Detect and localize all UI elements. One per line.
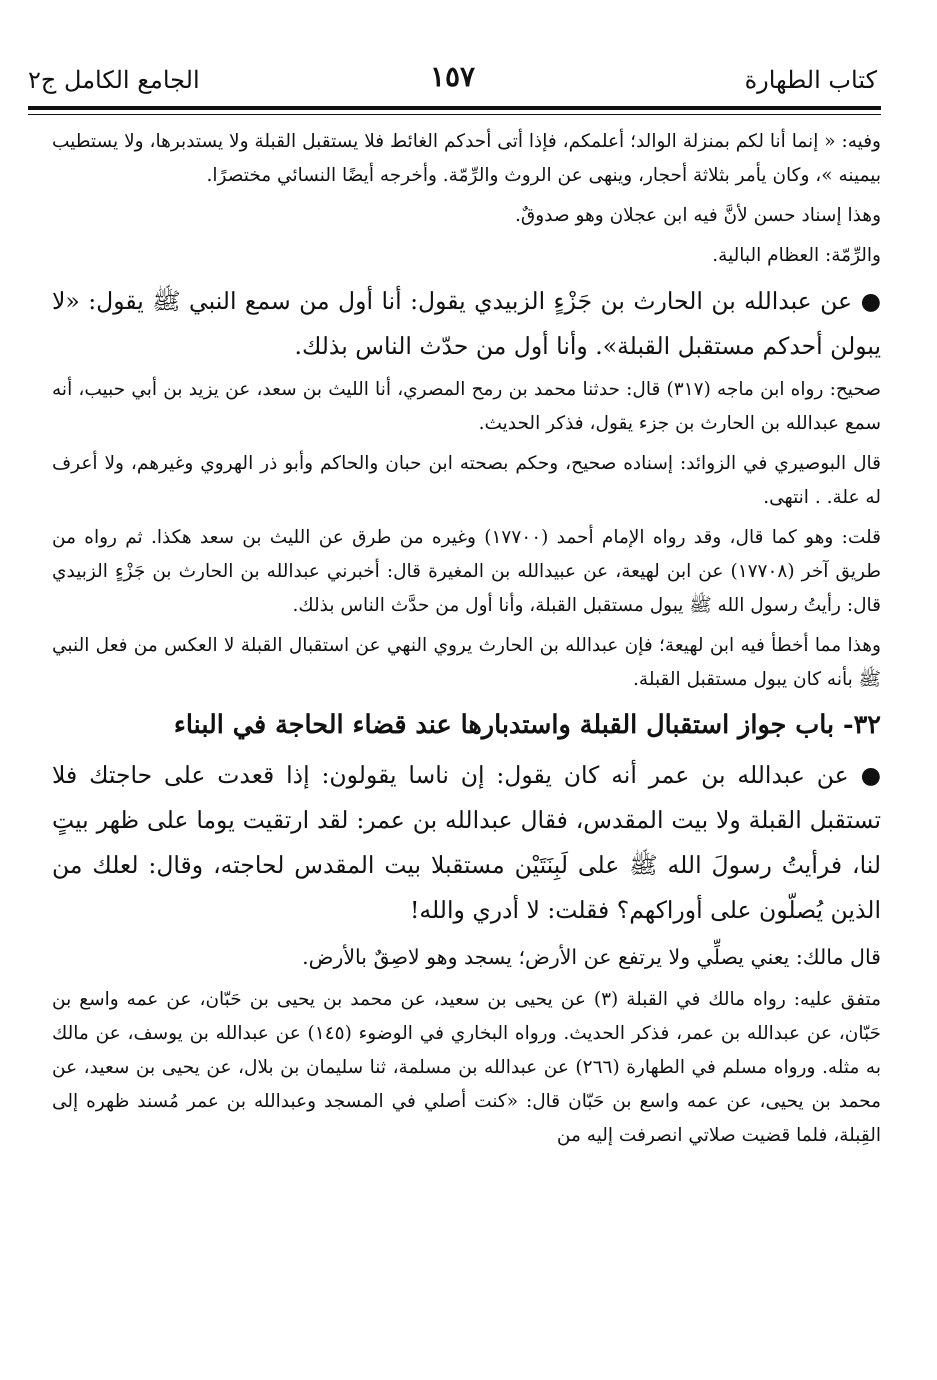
commentary-paragraph: وفيه: « إنما أنا لكم بمنزلة الوالد؛ أعلمكم، فإذا أتى أحدكم الغائط فلا يستقبل القبلة ولا يستدبرها، ولا يستطيب بيمينه »، وكان يأمر بثلاثة أحجار، وينهى عن الروث والرِّمّة. وأخرجه أيضًا النسائي مختصرًا. [52,131,881,186]
busiri-quote: قال البوصيري في الزوائد: إسناده صحيح، وحكم بصحته ابن حبان والحاكم وأبو ذر الهروي وغيرهم، ولا أعرف له علة. . انتهى. [52,453,881,508]
author-note: قلت: وهو كما قال، وقد رواه الإمام أحمد (١٧٧٠٠) وغيره من طرق عن الليث بن سعد هكذا. ثم رواه من طريق آخر (١٧٧٠٨) عن ابن لهيعة، عن عبيدالله بن المغيرة قال: أخبرني عبدالله بن الحارث بن جَزْءٍ الزبيدي قال: رأيتُ رسول الله ﷺ يبول مستقبل القبلة، وأنا أول من حدَّث الناس بذلك. [52,527,881,616]
header-rule-thick [28,106,881,110]
page-body [52,125,881,1159]
book-section-title: كتاب الطهارة [744,66,877,94]
page-header [28,52,877,102]
header-rule-thin [28,114,881,115]
book-volume-title: الجامع الكامل ج٢ [28,66,200,94]
error-note: وهذا مما أخطأ فيه ابن لهيعة؛ فإن عبدالله بن الحارث يروي النهي عن استقبال القبلة لا العكس من فعل النبي ﷺ بأنه كان يبول مستقبل القبلة. [52,635,881,690]
takhrij-paragraph: صحيح: رواه ابن ماجه (٣١٧) قال: حدثنا محمد بن رمح المصري، أنا الليث بن سعد، عن يزيد بن أبي حبيب، أنه سمع عبدالله بن الحارث بن جزء يقول، فذكر الحديث. [52,379,881,434]
malik-explanation: قال مالك: يعني يصلِّي ولا يرتفع عن الأرض؛ يسجد وهو لاصِقٌ بالأرض. [302,945,881,969]
word-definition: والرِّمّة: العظام البالية. [712,245,881,266]
isnad-grading: وهذا إسناد حسن لأنَّ فيه ابن عجلان وهو صدوقٌ. [515,205,881,226]
chapter-heading: ٣٢- باب جواز استقبال القبلة واستدبارها عند قضاء الحاجة في البناء [173,710,881,740]
hadith-text: ● عن عبدالله بن عمر أنه كان يقول: إن ناسا يقولون: إذا قعدت على حاجتك فلا تستقبل القبلة ولا بيت المقدس، فقال عبدالله بن عمر: لقد ارتقيت يوما على ظهر بيتٍ لنا، فرأيتُ رسولَ الله ﷺ على لَبِنَتَيْن مستقبلا بيت المقدس لحاجته، وقال: لعلك من الذين يُصلّون على أوراكهم؟ فقلت: لا أدري والله! [52,761,881,924]
page-number: ١٥٧ [429,60,476,93]
hadith-text: ● عن عبدالله بن الحارث بن جَزْءٍ الزبيدي يقول: أنا أول من سمع النبي ﷺ يقول: «لا يبولن أحدكم مستقبل القبلة». وأنا أول من حدّث الناس بذلك. [52,287,881,360]
takhrij-paragraph: متفق عليه: رواه مالك في القبلة (٣) عن يحيى بن سعيد، عن محمد بن يحيى بن حَبّان، عن عمه واسع بن حَبّان، عن عبدالله بن عمر، فذكر الحديث. ورواه البخاري في الوضوء (١٤٥) عن عبدالله بن يوسف، عن مالك به مثله. ورواه مسلم في الطهارة (٢٦٦) عن عبدالله بن مسلمة، ثنا سليمان بن بلال، عن يحيى بن سعيد، عن محمد بن يحيى، عن عمه واسع بن حَبّان قال: «كنت أصلي في المسجد وعبدالله بن عمر مُسند ظهره إلى القِبلة، فلما قضيت صلاتي انصرفت إليه من [52,989,881,1146]
